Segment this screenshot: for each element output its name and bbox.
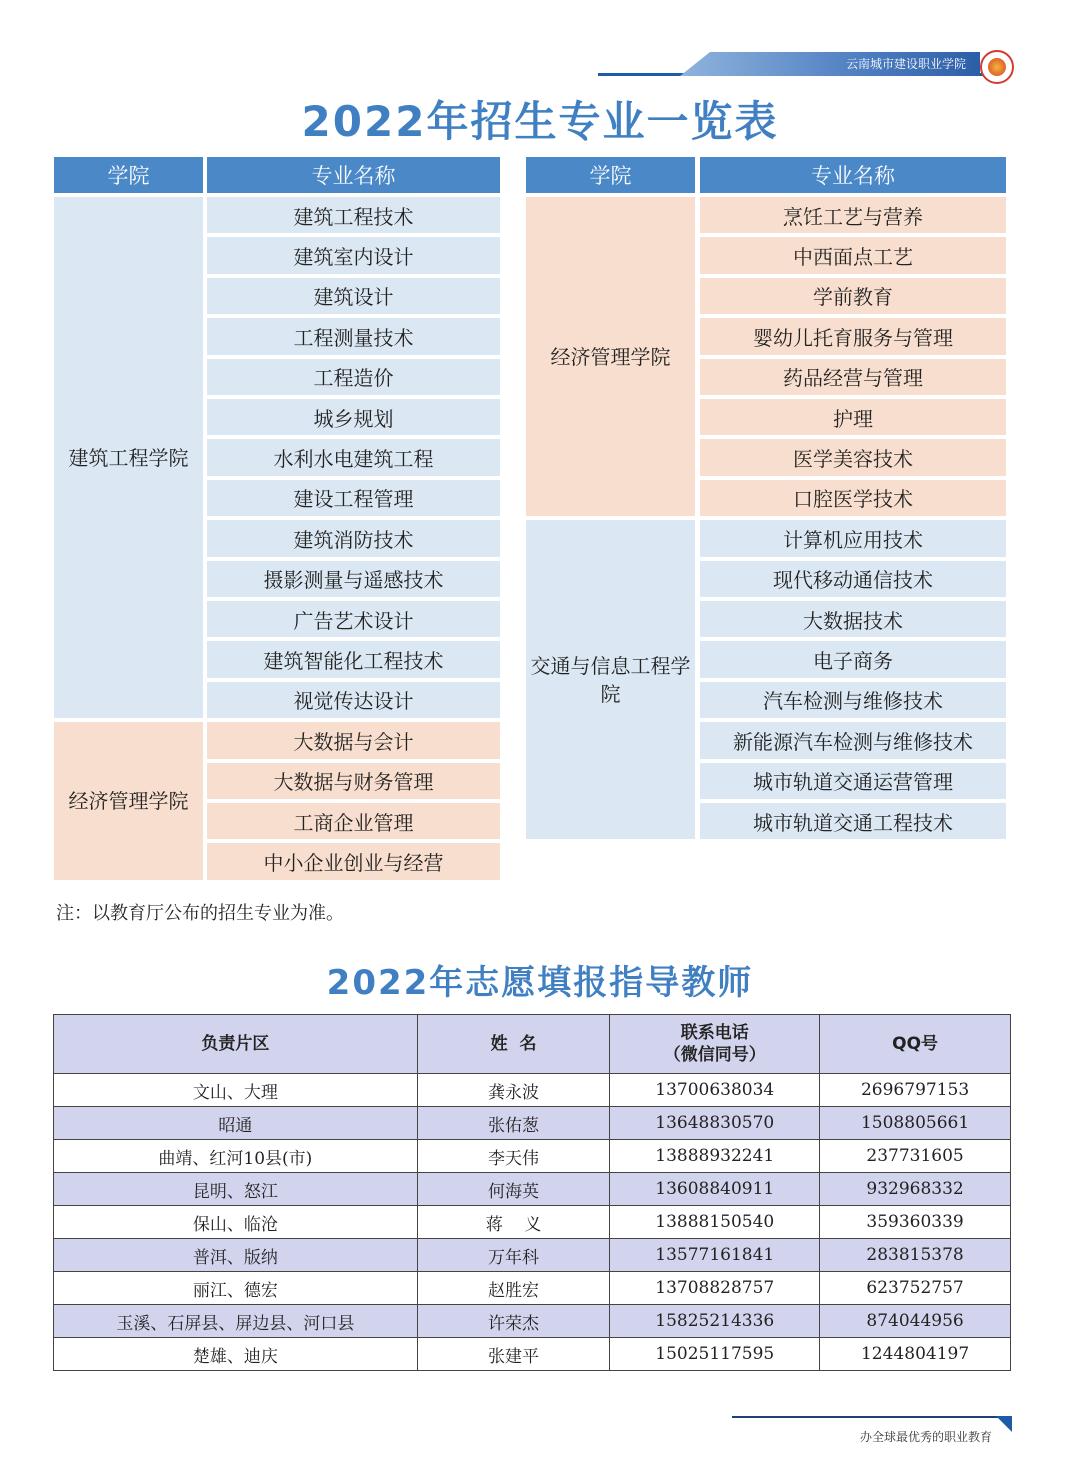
left-major-cell: 广告艺术设计 (207, 601, 500, 637)
right-major-cell: 新能源汽车检测与维修技术 (700, 722, 1006, 758)
right-major-cell: 计算机应用技术 (700, 520, 1006, 556)
cell-area: 保山、临沧 (54, 1206, 418, 1239)
cell-qq: 359360339 (820, 1206, 1011, 1239)
left-major-cell: 城乡规划 (207, 399, 500, 435)
right-major-cell: 护理 (700, 399, 1006, 435)
cell-phone: 13700638034 (610, 1074, 820, 1107)
cell-name: 张建平 (417, 1338, 610, 1371)
right-major-cell: 烹饪工艺与营养 (700, 197, 1006, 233)
majors-note: 注：以教育厅公布的招生专业为准。 (56, 903, 344, 924)
cell-area: 玉溪、石屏县、屏边县、河口县 (54, 1305, 418, 1338)
left-header-major: 专业名称 (207, 157, 500, 193)
right-major-cell: 大数据技术 (700, 601, 1006, 637)
cell-area: 曲靖、红河10县(市) (54, 1140, 418, 1173)
cell-name: 何海英 (417, 1173, 610, 1206)
cell-phone: 13888150540 (610, 1206, 820, 1239)
right-major-cell: 医学美容技术 (700, 439, 1006, 475)
cell-name: 张佑葱 (417, 1107, 610, 1140)
header-school-name: 云南城市建设职业学院 (845, 57, 966, 71)
left-major-cell: 建筑工程技术 (207, 197, 500, 233)
table-row (54, 1272, 1011, 1305)
right-header-college: 学院 (526, 157, 695, 193)
table-row (54, 1140, 1011, 1173)
right-major-cell: 汽车检测与维修技术 (700, 682, 1006, 718)
cell-area: 楚雄、迪庆 (54, 1338, 418, 1371)
cell-qq: 2696797153 (820, 1074, 1011, 1107)
cell-area: 昭通 (54, 1107, 418, 1140)
left-major-cell: 大数据与财务管理 (207, 763, 500, 799)
left-major-cell: 工程造价 (207, 359, 500, 395)
right-college-cell: 经济管理学院 (526, 197, 695, 516)
left-major-cell: 建筑设计 (207, 278, 500, 314)
left-major-cell: 水利水电建筑工程 (207, 439, 500, 475)
left-college-cell: 经济管理学院 (54, 722, 203, 880)
table-row (54, 1074, 1011, 1107)
left-major-cell: 建筑智能化工程技术 (207, 641, 500, 677)
left-major-cell: 视觉传达设计 (207, 682, 500, 718)
right-major-cell: 城市轨道交通工程技术 (700, 803, 1006, 839)
cell-qq: 283815378 (820, 1239, 1011, 1272)
header-phone (610, 1015, 820, 1074)
footer-rule (732, 1416, 998, 1418)
teachers-title: 2022年志愿填报指导教师 (326, 963, 754, 1003)
cell-phone: 13608840911 (610, 1173, 820, 1206)
right-major-cell: 电子商务 (700, 641, 1006, 677)
header-phone-line1: 联系电话 (680, 1023, 749, 1043)
cell-name: 龚永波 (417, 1074, 610, 1107)
right-major-cell: 城市轨道交通运营管理 (700, 763, 1006, 799)
cell-phone: 13648830570 (610, 1107, 820, 1140)
header-phone-line2: （微信同号） (663, 1045, 766, 1065)
table-row (54, 1305, 1011, 1338)
teachers-table (53, 1014, 1011, 1371)
left-major-cell: 建筑消防技术 (207, 520, 500, 556)
right-college-cell: 交通与信息工程学院 (526, 520, 695, 839)
cell-qq: 874044956 (820, 1305, 1011, 1338)
footer-corner-mark (996, 1416, 1012, 1432)
right-major-cell: 中西面点工艺 (700, 237, 1006, 273)
cell-area: 丽江、德宏 (54, 1272, 418, 1305)
cell-phone: 13708828757 (610, 1272, 820, 1305)
left-college-cell: 建筑工程学院 (54, 197, 203, 718)
left-major-cell: 工商企业管理 (207, 803, 500, 839)
left-header-college: 学院 (54, 157, 203, 193)
header-qq: QQ号 (820, 1015, 1011, 1074)
left-major-cell: 建筑室内设计 (207, 237, 500, 273)
table-row (54, 1239, 1011, 1272)
right-major-cell: 口腔医学技术 (700, 480, 1006, 516)
cell-area: 昆明、怒江 (54, 1173, 418, 1206)
cell-qq: 932968332 (820, 1173, 1011, 1206)
cell-qq: 237731605 (820, 1140, 1011, 1173)
cell-name: 蒋 义 (417, 1206, 610, 1239)
cell-qq: 1508805661 (820, 1107, 1011, 1140)
table-row (54, 1338, 1011, 1371)
left-major-cell: 摄影测量与遥感技术 (207, 561, 500, 597)
cell-phone: 13888932241 (610, 1140, 820, 1173)
table-row (54, 1107, 1011, 1140)
cell-phone: 15025117595 (610, 1338, 820, 1371)
right-header-major: 专业名称 (700, 157, 1006, 193)
cell-qq: 623752757 (820, 1272, 1011, 1305)
left-major-cell: 大数据与会计 (207, 722, 500, 758)
college-emblem-icon (980, 50, 1014, 84)
cell-area: 文山、大理 (54, 1074, 418, 1107)
right-major-cell: 药品经营与管理 (700, 359, 1006, 395)
teachers-header-row (54, 1015, 1011, 1074)
cell-phone: 15825214336 (610, 1305, 820, 1338)
table-row (54, 1173, 1011, 1206)
left-major-cell: 建设工程管理 (207, 480, 500, 516)
right-major-cell: 现代移动通信技术 (700, 561, 1006, 597)
cell-name: 李天伟 (417, 1140, 610, 1173)
cell-name: 许荣杰 (417, 1305, 610, 1338)
majors-title: 2022年招生专业一览表 (301, 97, 779, 146)
table-row (54, 1206, 1011, 1239)
right-major-cell: 婴幼儿托育服务与管理 (700, 318, 1006, 354)
cell-name: 赵胜宏 (417, 1272, 610, 1305)
header-area: 负责片区 (54, 1015, 418, 1074)
left-major-cell: 工程测量技术 (207, 318, 500, 354)
cell-name: 万年科 (417, 1239, 610, 1272)
footer-slogan: 办全球最优秀的职业教育 (859, 1430, 992, 1444)
left-major-cell: 中小企业创业与经营 (207, 843, 500, 879)
cell-phone: 13577161841 (610, 1239, 820, 1272)
cell-qq: 1244804197 (820, 1338, 1011, 1371)
cell-area: 普洱、版纳 (54, 1239, 418, 1272)
header-name: 姓 名 (417, 1015, 610, 1074)
right-major-cell: 学前教育 (700, 278, 1006, 314)
